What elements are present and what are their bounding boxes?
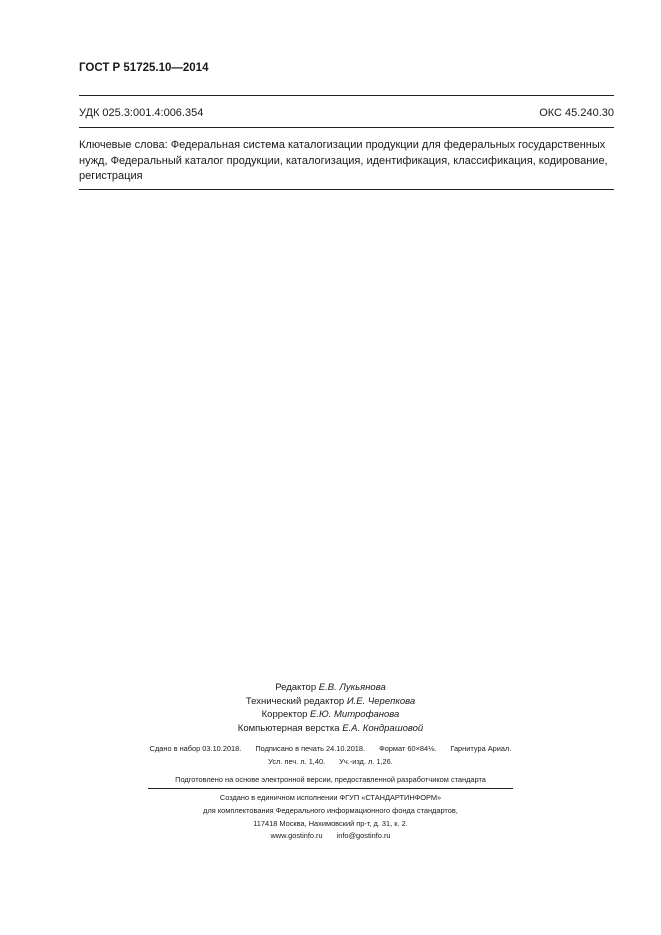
credit-corrector <box>0 708 661 722</box>
print-format: Формат 60×84⅛. <box>379 744 437 753</box>
credit-name: И.Е. Черепкова <box>346 695 416 707</box>
credit-editor <box>0 681 661 695</box>
publisher-line: Создано в единичном исполнении ФГУП «СТАНДАРТИНФОРМ» <box>219 793 442 802</box>
address-block <box>0 818 661 841</box>
credit-layout <box>0 722 661 736</box>
prepared-note: Подготовлено на основе электронной версии, предоставленной разработчиком стандарта <box>175 775 486 784</box>
publisher-sheets: Уч.-изд. л. 1,26. <box>339 756 393 766</box>
imprint-divider <box>148 788 513 789</box>
publisher-block <box>0 792 661 817</box>
print-info-line1 <box>0 743 661 756</box>
credit-role: Компьютерная верстка <box>237 722 340 734</box>
udk-divider <box>79 127 614 128</box>
credit-tech-editor <box>0 695 661 709</box>
email-link[interactable]: info@gostinfo.ru <box>336 830 391 840</box>
credit-role: Редактор <box>275 682 317 693</box>
udk-code: УДК 025.3:001.4:006.354 <box>79 107 204 119</box>
website-link[interactable]: www.gostinfo.ru <box>270 830 323 840</box>
print-date-signed: Подписано в печать 24.10.2018. <box>255 744 366 753</box>
contacts-line <box>0 830 661 842</box>
top-divider <box>79 95 614 96</box>
print-info <box>0 743 661 768</box>
postal-address: 117418 Москва, Нахимовский пр-т, д. 31, к. 2. <box>253 819 408 828</box>
credit-name: Е.Ю. Митрофанова <box>310 709 400 720</box>
publisher-line: для комплектования Федерального информационного фонда стандартов, <box>203 805 458 815</box>
print-date-typeset: Сдано в набор 03.10.2018. <box>149 744 242 753</box>
keywords-divider <box>79 189 614 190</box>
print-info-line2 <box>0 756 661 769</box>
credit-role: Корректор <box>261 709 308 720</box>
credit-name: Е.А. Кондрашовой <box>342 722 424 734</box>
keywords-paragraph: Ключевые слова: Федеральная система каталогизации продукции для федеральных государственных нужд, Федеральный каталог продукции, каталогизация, идентификация, классификация, кодирование, регистрация <box>79 139 608 182</box>
print-sheets: Усл. печ. л. 1,40. <box>268 756 326 766</box>
print-typeface: Гарнитура Ариал. <box>450 744 512 753</box>
credits-block <box>0 681 661 735</box>
oks-code: ОКС 45.240.30 <box>539 107 614 119</box>
credit-name: Е.В. Лукьянова <box>318 682 386 693</box>
credit-role: Технический редактор <box>245 695 345 707</box>
document-code: ГОСТ Р 51725.10—2014 <box>79 62 209 74</box>
